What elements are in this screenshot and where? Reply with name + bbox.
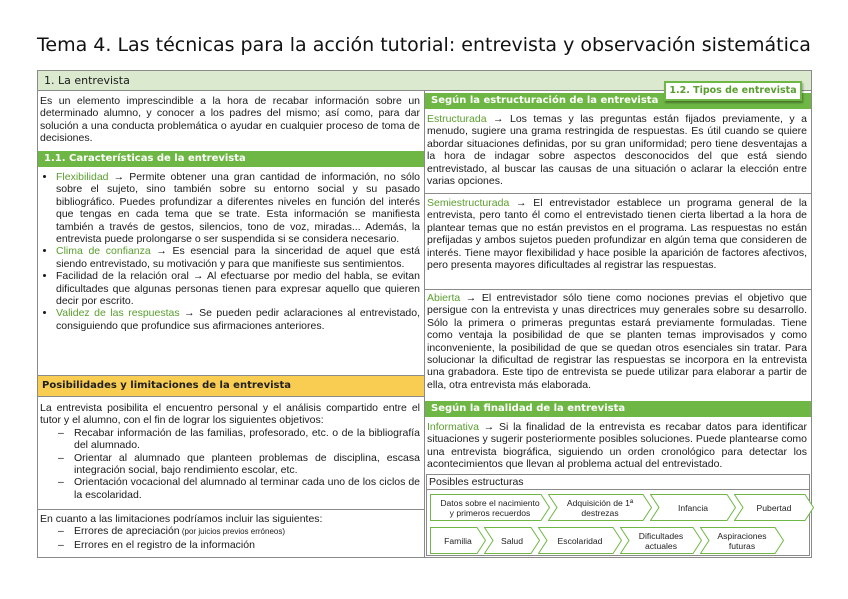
process-step bbox=[700, 527, 784, 554]
list-item bbox=[56, 171, 420, 245]
structures-label: Posibles estructuras bbox=[429, 476, 524, 488]
list-item bbox=[56, 245, 420, 270]
term-clima: Clima de confianza bbox=[56, 245, 151, 258]
process-step bbox=[430, 494, 550, 521]
process-step bbox=[620, 527, 702, 554]
process-step-label: Infancia bbox=[677, 502, 709, 513]
limits-intro: En cuanto a las limitaciones podríamos incluir las siguientes: bbox=[40, 513, 323, 525]
structure-heading: Según la estructuración de la entrevista bbox=[425, 93, 811, 109]
structured-block bbox=[427, 113, 807, 191]
summary-sheet bbox=[37, 70, 812, 558]
limit-text: Errores en el registro de la información bbox=[74, 538, 255, 551]
process-step bbox=[548, 494, 652, 521]
process-step-label: Datos sobre el nacimiento y primeros recuerdos bbox=[440, 497, 540, 518]
limit-item bbox=[74, 525, 422, 538]
item-text: → El entrevistador sólo tiene como nociones previas el objetivo que persigue con la entrevista y unas directrices muy generales sobre su desarrollo. Sólo la primera o primeras preguntas estará previamente formuladas. Tiene como ventaja la posibilidad de que se planten temas improvisados y como inconveniente, la posibilidad de que se quedan otros esenciales sin tratar. Para solucionar la dificultad de registrar las respuestas se incorpora en la entrevista una grabadora. Este tipo de entrevista se puede utilizar para elaborar a partir de ella, otra entrevista más elaborada. bbox=[427, 292, 807, 391]
item-text: → Permite obtener una gran cantidad de información, no sólo sobre el sujeto, sino también sobre su entorno social y su pasado bibliográfico. Puedes profundizar a diferentes niveles en función del interés que tengas en cada tema que se trate. Esta información se manifiesta también a través de gestos, silencios, tono de voz, miradas... Además, la entrevista puede prolongarse o ser suspendida si se considera necesario. bbox=[56, 171, 420, 246]
process-step-label: Salud bbox=[501, 535, 523, 546]
possibilities-heading: Posibilidades y limitaciones de la entrevista bbox=[38, 375, 424, 397]
limit-item bbox=[74, 539, 422, 551]
process-step-label: Aspiraciones futuras bbox=[717, 530, 767, 551]
item-text: → Se pueden pedir aclaraciones al entrevistado, consiguiendo que profundice sus afirmaciones anteriores. bbox=[56, 307, 421, 332]
process-step-label: Familia bbox=[444, 535, 472, 546]
section-heading: 1. La entrevista bbox=[44, 74, 130, 87]
process-step bbox=[538, 527, 622, 554]
divider bbox=[425, 193, 811, 194]
characteristics-heading: 1.1. Características de la entrevista bbox=[38, 151, 424, 167]
objective-item: – Orientación vocacional del alumnado al terminar cada uno de los ciclos de la escolaridad. bbox=[74, 476, 420, 501]
informative-block bbox=[427, 421, 807, 473]
page-title: Tema 4. Las técnicas para la acción tutorial: entrevista y observación sistemática bbox=[37, 34, 811, 56]
limit-text: Errores de apreciación bbox=[74, 525, 180, 538]
item-text: → Es esencial para la sinceridad de aquel que está siendo entrevistado, su motivación y para que manifieste sus sentimientos. bbox=[56, 245, 421, 270]
types-badge-label: 1.2. Tipos de entrevista bbox=[669, 85, 797, 96]
limits-block bbox=[38, 509, 424, 558]
process-step bbox=[734, 494, 814, 521]
divider bbox=[425, 289, 811, 290]
list-item bbox=[56, 307, 420, 332]
process-step-label: Adquisición de 1ª destrezas bbox=[566, 497, 634, 518]
types-badge bbox=[664, 81, 802, 101]
term-abierta: Abierta bbox=[427, 292, 461, 304]
objective-item: – Orientar al alumnado que planteen problemas de disciplina, escasa integración social, bajo rendimiento escolar, etc. bbox=[74, 452, 420, 477]
structures-box bbox=[426, 474, 810, 556]
list-item bbox=[56, 270, 420, 307]
open-block bbox=[427, 292, 807, 402]
characteristics-list bbox=[40, 171, 420, 369]
term-validez: Validez de las respuestas bbox=[56, 307, 180, 320]
possibilities-intro: La entrevista posibilita el encuentro personal y el análisis compartido entre el tutor y el alumno, con el fin de lograr los siguientes objetivos: bbox=[40, 402, 420, 427]
item-text: Facilidad de la relación oral → Al efectuarse por medio del habla, se evitan dificultades que algunas personas tienen para expresar aquello que quieren decir por escrito. bbox=[56, 270, 420, 308]
process-step-label: Escolaridad bbox=[557, 535, 603, 546]
term-semiestructurada: Semiestructurada bbox=[427, 197, 510, 209]
term-estructurada: Estructurada bbox=[427, 113, 487, 125]
purpose-heading: Según la finalidad de la entrevista bbox=[425, 401, 811, 417]
process-step-label: Pubertad bbox=[756, 502, 792, 513]
possibilities-content bbox=[40, 402, 420, 508]
process-step-label: Dificultades actuales bbox=[638, 530, 684, 551]
limit-note: (por juicios previos erróneos) bbox=[179, 527, 286, 537]
term-informativa: Informativa bbox=[427, 421, 479, 433]
column-divider bbox=[424, 91, 425, 558]
structures-label-line bbox=[427, 489, 809, 490]
semistructured-block bbox=[427, 197, 807, 287]
term-flexibilidad: Flexibilidad bbox=[56, 171, 109, 183]
process-step bbox=[484, 527, 540, 554]
objective-item: – Recabar información de las familias, profesorado, etc. o de la bibliografía del alumnado. bbox=[74, 427, 420, 452]
section-intro: Es un elemento imprescindible a la hora de recabar información sobre un determinado alumno, y conocer a los padres del mismo; así como, para dar solución a una conducta problemática o ayudar en cualquier proceso de toma de decisiones. bbox=[40, 95, 420, 145]
process-step bbox=[650, 494, 736, 521]
item-text: → Si la finalidad de la entrevista es recabar datos para identificar situaciones y sugerir posteriormente posibles soluciones. Puede plantearse como una entrevista biográfica, siguiendo un orden cronológico para detectar los acontecimientos que llevan al problema actual del entrevistado. bbox=[427, 421, 807, 471]
item-text: → El entrevistador establece un programa general de la entrevista, pero tanto él como el entrevistado tienen cierta libertad a la hora de plantear temas que no están previstos en el programa. Las respuestas no están prefijadas y ambos sujetos pueden profundizar en algún tema que consideren de interés. Tiene mayor flexibilidad y hace posible la aparición de factores afectivos, pero presenta mayores dificultades al registrar las respuestas. bbox=[427, 197, 807, 272]
item-text: → Los temas y las preguntas están fijados previamente, y a menudo, sugiere una grama restringida de respuestas. Es útil cuando se quiere abordar situaciones definidas, por su gran uniformidad; pero tiene desventajas a la hora de indagar sobre aspectos desconocidos del que está siendo entrevistado, al buscar las causas de una situación o aclarar la elección entre varias opciones. bbox=[427, 113, 807, 188]
process-step bbox=[430, 527, 486, 554]
